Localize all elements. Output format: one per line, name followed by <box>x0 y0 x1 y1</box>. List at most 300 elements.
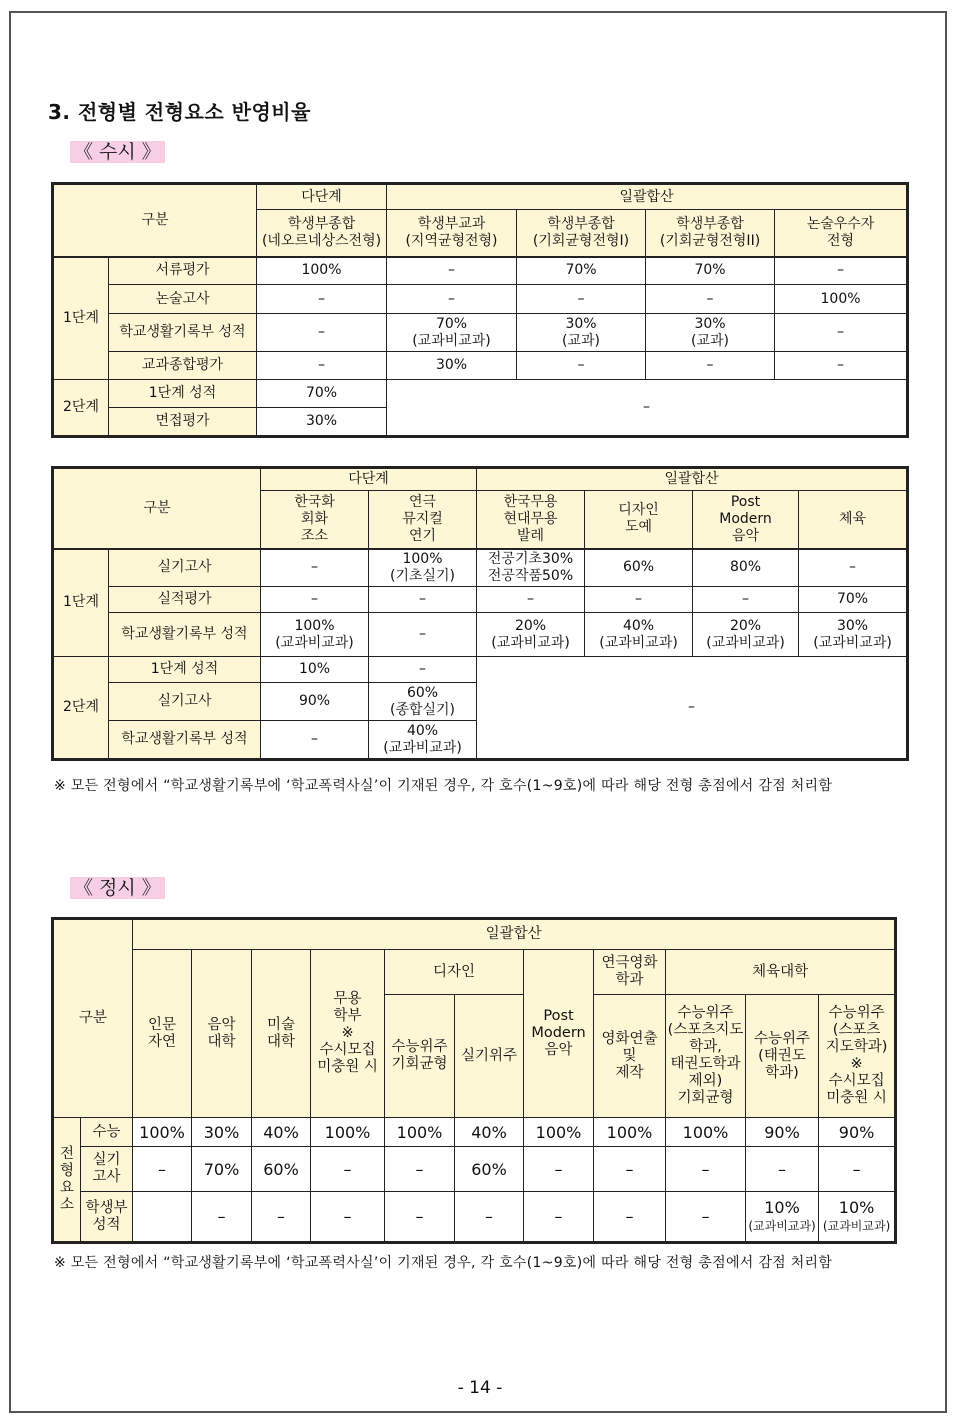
cell-line: 10% <box>298 661 331 677</box>
value-cell <box>646 257 775 285</box>
cell-line: – <box>849 559 857 576</box>
cell-line: 학생부종합 <box>676 215 744 232</box>
table-row <box>54 549 907 587</box>
column-header <box>819 995 895 1118</box>
cell-line: 체육 <box>839 510 867 527</box>
column-header <box>261 491 369 549</box>
design-header: 디자인 <box>385 950 524 995</box>
cell-line: – <box>577 290 585 307</box>
value-cell <box>257 285 387 314</box>
cell-line: 40% <box>622 617 655 634</box>
value-cell <box>261 613 369 657</box>
cell-line: (종합실기) <box>389 701 456 718</box>
value-cell <box>819 1118 895 1147</box>
cell-line: 전형 <box>826 232 855 249</box>
cell-line: 70% <box>435 315 468 332</box>
table-row <box>54 285 907 314</box>
value-cell <box>192 1192 252 1242</box>
row-label: 1단계 성적 <box>109 380 257 408</box>
row-label: 실기고사 <box>109 549 261 587</box>
cell-line: 수능위주 <box>391 1039 448 1055</box>
multi-stage-header: 다단계 <box>257 185 387 210</box>
cell-line: (교과비교과) <box>813 634 892 651</box>
cell-line: – <box>852 1159 861 1179</box>
value-cell <box>133 1192 192 1242</box>
table-row <box>54 613 907 657</box>
cell-line: 실기위주 <box>461 1047 518 1064</box>
value-cell <box>257 314 387 352</box>
gubun-header: 구분 <box>54 920 133 1118</box>
column-header <box>369 491 477 549</box>
row-label: 교과종합평가 <box>109 352 257 380</box>
cell-line: 학부 <box>333 1008 362 1024</box>
value-cell <box>477 587 585 613</box>
row-label: 서류평가 <box>109 257 257 285</box>
value-cell <box>261 549 369 587</box>
value-cell <box>257 257 387 285</box>
merged-empty-cell: – <box>477 657 907 759</box>
value-cell <box>819 1192 895 1242</box>
cell-line: – <box>343 1207 352 1226</box>
cell-line: 한국무용 <box>503 493 558 510</box>
merged-empty-cell: – <box>387 380 907 436</box>
cell-line: 기회균형 <box>391 1056 448 1072</box>
cell-line: (교과비교과) <box>275 634 354 651</box>
column-header <box>693 491 799 549</box>
cell-line: 자연 <box>148 1033 177 1050</box>
cell-line: 100% <box>301 262 342 279</box>
row-label: 1단계 성적 <box>109 657 261 683</box>
cell-line: 30% <box>565 315 597 332</box>
gubun-header: 구분 <box>54 469 261 549</box>
cell-line: 학생부종합 <box>287 215 356 232</box>
cell-line: – <box>577 357 585 373</box>
value-cell <box>261 657 369 683</box>
value-cell <box>517 285 646 314</box>
cell-line: 100% <box>606 1122 653 1142</box>
value-cell <box>517 257 646 285</box>
value-cell <box>775 314 907 352</box>
cell-line: 제작 <box>615 1064 644 1081</box>
value-cell <box>646 314 775 352</box>
value-cell: 30% <box>257 408 387 436</box>
value-cell <box>775 285 907 314</box>
value-cell <box>524 1192 594 1242</box>
cell-line: 100% <box>535 1122 582 1142</box>
cell-line: 60% <box>406 684 439 701</box>
susi-table-2 <box>53 468 907 759</box>
cell-line: 학생부교과 <box>417 215 486 232</box>
row-label: 학교생활기록부 성적 <box>109 721 261 759</box>
school-violence-note: ※ 모든 전형에서 “학교생활기록부에 ‘학교폭력사실’이 기재된 경우, 각 호수(1~9호)에 따라 해당 전형 총점에서 감점 처리함 <box>54 778 833 794</box>
value-cell <box>666 1118 746 1147</box>
column-header <box>387 210 517 257</box>
cell-line: (기회균형전형I) <box>532 232 630 249</box>
stage-1-label: 1단계 <box>54 257 109 380</box>
value-cell <box>517 314 646 352</box>
row-label: 논술고사 <box>109 285 257 314</box>
value-cell <box>746 1118 819 1147</box>
value-cell <box>257 352 387 380</box>
value-cell <box>261 587 369 613</box>
value-cell <box>693 587 799 613</box>
value-cell <box>252 1118 311 1147</box>
cell-line: 연극영화 <box>601 955 658 971</box>
cell-line: (네오르네상스전형) <box>261 232 382 249</box>
table-row <box>54 1118 895 1147</box>
cell-line: – <box>277 1207 286 1226</box>
column-header <box>257 210 387 257</box>
table-row <box>54 587 907 613</box>
cell-line: 수능위주 <box>677 1005 734 1021</box>
page-heading: 3. 전형별 전형요소 반영비율 <box>48 100 311 124</box>
cell-line: 음악 <box>207 1016 236 1033</box>
school-violence-note-2: ※ 모든 전형에서 “학교생활기록부에 ‘학교폭력사실’이 기재된 경우, 각 호수(1~9호)에 따라 해당 전형 총점에서 감점 처리함 <box>54 1255 833 1271</box>
cell-line: (교과비교과) <box>822 1218 891 1233</box>
cell-line: – <box>318 357 325 373</box>
stage-2-label: 2단계 <box>54 657 109 759</box>
table-row <box>54 257 907 285</box>
cell-line: 및 <box>622 1047 637 1064</box>
column-header <box>455 995 524 1118</box>
value-cell <box>387 257 517 285</box>
value-cell <box>594 1147 666 1192</box>
column-header <box>585 491 693 549</box>
cell-line: 학과, <box>689 1039 722 1055</box>
cell-line: – <box>158 1159 167 1179</box>
value-cell <box>799 587 907 613</box>
cell-line: 실기 <box>92 1152 121 1168</box>
cell-line: 영화연출 <box>601 1030 658 1047</box>
cell-line: – <box>778 1159 787 1179</box>
value-cell <box>455 1118 524 1147</box>
value-cell <box>799 613 907 657</box>
cell-line: 100% <box>139 1122 185 1142</box>
cell-line: ※ <box>341 1025 354 1041</box>
value-cell <box>369 587 477 613</box>
cell-line: 40% <box>471 1122 507 1142</box>
value-cell <box>369 721 477 759</box>
value-cell <box>477 613 585 657</box>
cell-line: (스포츠지도 <box>667 1022 744 1038</box>
table-row <box>54 314 907 352</box>
column-header <box>524 950 594 1118</box>
cell-line: 90% <box>764 1122 800 1142</box>
row-label: 학교생활기록부 성적 <box>109 314 257 352</box>
value-cell <box>746 1147 819 1192</box>
cell-line: – <box>635 591 643 607</box>
value-cell <box>311 1192 385 1242</box>
value-cell: 70% <box>257 380 387 408</box>
value-cell <box>385 1147 455 1192</box>
cell-line: 조소 <box>300 527 329 544</box>
cell-line: – <box>419 626 426 642</box>
row-label: 실기고사 <box>109 683 261 721</box>
table-row <box>54 352 907 380</box>
cell-line: – <box>311 731 318 747</box>
cell-line: 대학 <box>267 1033 296 1050</box>
cell-line: 40% <box>263 1122 299 1142</box>
value-cell <box>693 549 799 587</box>
cell-line: 기회균형 <box>677 1090 734 1106</box>
cell-line: 도예 <box>624 519 653 536</box>
cell-line: 뮤지컬 <box>402 510 443 527</box>
cell-line: 학과) <box>765 1064 799 1081</box>
row-label: 학교생활기록부 성적 <box>109 613 261 657</box>
cell-line: – <box>625 1207 634 1226</box>
cell-line: (교과비교과) <box>748 1218 816 1233</box>
cell-line: 음악 <box>731 527 760 544</box>
column-header <box>594 995 666 1118</box>
column-header <box>746 995 819 1118</box>
cell-line: 태권도학과 <box>670 1056 741 1072</box>
cell-line: – <box>419 661 426 677</box>
value-cell <box>369 613 477 657</box>
value-cell <box>192 1147 252 1192</box>
jeongsi-table <box>53 919 895 1242</box>
cell-line: (지역균형전형) <box>405 232 498 249</box>
cell-line: 형 <box>59 1162 74 1179</box>
cell-line: 발레 <box>516 527 545 544</box>
cell-line: Post <box>543 1008 574 1024</box>
value-cell <box>311 1147 385 1192</box>
stage-2-label: 2단계 <box>54 380 109 436</box>
page-number: - 14 - <box>457 1378 503 1398</box>
cell-line: – <box>485 1207 494 1226</box>
cell-line: 20% <box>514 617 547 634</box>
cell-line: (교과비교과) <box>491 634 570 651</box>
value-cell <box>746 1192 819 1242</box>
cell-line: 미술 <box>267 1016 296 1033</box>
row-label <box>81 1147 133 1192</box>
cell-line: 20% <box>729 617 762 634</box>
cell-line: 80% <box>729 559 762 576</box>
value-cell <box>477 549 585 587</box>
cell-line: 전공작품50% <box>487 567 574 584</box>
value-cell <box>311 1118 385 1147</box>
sports-header: 체육대학 <box>666 950 895 995</box>
cell-line: (교과비교과) <box>383 739 462 756</box>
value-cell <box>666 1192 746 1242</box>
column-header <box>252 950 311 1118</box>
value-cell <box>252 1147 311 1192</box>
cell-line: (교과) <box>691 332 729 349</box>
cell-line: 음악 <box>544 1042 573 1058</box>
row-label: 면접평가 <box>109 408 257 436</box>
side-label <box>54 1118 81 1242</box>
cell-line: Post <box>730 493 761 510</box>
table-row <box>54 380 907 408</box>
cell-line: – <box>554 1159 563 1179</box>
cell-line: – <box>311 559 318 576</box>
cell-line: 70% <box>694 262 726 279</box>
value-cell <box>192 1118 252 1147</box>
row-label <box>81 1118 133 1147</box>
cell-line: 30% <box>203 1122 240 1142</box>
multi-stage-header: 다단계 <box>261 469 477 491</box>
cell-line: 지도학과) <box>825 1039 888 1055</box>
value-cell <box>252 1192 311 1242</box>
column-header <box>775 210 907 257</box>
cell-line: 100% <box>294 617 335 634</box>
cell-line: – <box>318 290 325 307</box>
cell-line: 디자인 <box>618 502 659 519</box>
cell-line: 수능위주 <box>754 1030 811 1047</box>
cell-line: 연극 <box>408 493 437 510</box>
cell-line: 현대무용 <box>503 510 558 527</box>
cell-line: – <box>343 1159 352 1179</box>
value-cell <box>585 613 693 657</box>
cell-line: – <box>415 1207 424 1226</box>
value-cell <box>369 549 477 587</box>
cell-line: 100% <box>396 1122 443 1142</box>
cell-line: 40% <box>406 722 439 739</box>
cell-line: (기회균형전형II) <box>659 232 761 249</box>
value-cell <box>524 1118 594 1147</box>
column-header <box>385 995 455 1118</box>
value-cell <box>594 1118 666 1147</box>
cell-line: (스포츠 <box>832 1022 881 1038</box>
value-cell <box>646 285 775 314</box>
value-cell <box>385 1118 455 1147</box>
table-row <box>54 657 907 683</box>
value-cell <box>387 285 517 314</box>
value-cell <box>693 613 799 657</box>
column-header <box>799 491 907 549</box>
cell-line: 90% <box>298 693 331 709</box>
value-cell <box>261 683 369 721</box>
cell-line: – <box>625 1159 634 1179</box>
susi-table-1 <box>53 184 907 436</box>
cell-line: 연기 <box>408 527 437 544</box>
cell-line: 10% <box>764 1197 800 1217</box>
cell-line: 회화 <box>300 510 329 527</box>
cell-line: 100% <box>682 1122 729 1142</box>
cell-line: 논술우수자 <box>806 215 875 232</box>
gubun-header: 구분 <box>54 185 257 257</box>
cell-line: – <box>318 324 325 340</box>
value-cell <box>385 1192 455 1242</box>
cell-line: 소 <box>59 1196 74 1213</box>
cell-line: 60% <box>263 1159 299 1179</box>
value-cell <box>819 1147 895 1192</box>
cell-line: 미충원 시 <box>826 1090 887 1106</box>
cell-line: 전공기초30% <box>487 550 574 567</box>
row-label <box>81 1192 133 1242</box>
value-cell <box>646 352 775 380</box>
cell-line: 70% <box>836 591 869 607</box>
cell-line: 60% <box>622 559 655 576</box>
column-header <box>666 995 746 1118</box>
section-title-jeongsi: 《 정시 》 <box>66 873 171 900</box>
cell-line: – <box>527 591 535 607</box>
column-header <box>192 950 252 1118</box>
cell-line: 학생부 <box>85 1199 128 1216</box>
value-cell <box>133 1147 192 1192</box>
cell-line: 70% <box>203 1159 240 1179</box>
cell-line: – <box>701 1207 710 1226</box>
cell-line: 30% <box>836 617 869 634</box>
value-cell <box>585 587 693 613</box>
cell-line: 학과 <box>615 972 644 988</box>
value-cell <box>387 352 517 380</box>
cell-line: 인문 <box>148 1016 177 1033</box>
cell-line: – <box>311 591 318 607</box>
cell-line: 대학 <box>207 1033 236 1050</box>
cell-line: (교과비교과) <box>706 634 785 651</box>
cell-line: 제외) <box>688 1073 723 1089</box>
value-cell <box>585 549 693 587</box>
value-cell <box>775 257 907 285</box>
cell-line: 한국화 <box>294 493 335 510</box>
theater-header <box>594 950 666 995</box>
cell-line: 고사 <box>92 1169 121 1185</box>
lump-sum-header: 일괄합산 <box>133 920 895 950</box>
cell-line: 수시모집 <box>828 1073 885 1089</box>
cell-line: 요 <box>59 1179 74 1196</box>
cell-line: 무용 <box>333 991 362 1007</box>
stage-1-label: 1단계 <box>54 549 109 657</box>
cell-line: 미충원 시 <box>317 1059 378 1075</box>
cell-line: 30% <box>694 315 726 332</box>
cell-line: – <box>742 591 750 607</box>
cell-line: – <box>448 262 455 279</box>
cell-line: 수능위주 <box>828 1005 885 1021</box>
value-cell <box>666 1147 746 1192</box>
cell-line: (기초실기) <box>389 567 456 584</box>
cell-line: 90% <box>838 1122 875 1142</box>
cell-line: 성적 <box>92 1216 121 1233</box>
cell-line: 학생부종합 <box>547 215 615 232</box>
cell-line: 60% <box>471 1159 507 1179</box>
cell-line: (교과) <box>562 332 600 349</box>
cell-line: Modern <box>531 1025 586 1041</box>
value-cell <box>775 352 907 380</box>
value-cell <box>369 657 477 683</box>
value-cell <box>517 352 646 380</box>
lump-sum-header: 일괄합산 <box>387 185 907 210</box>
cell-line: 100% <box>402 550 443 567</box>
column-header <box>311 950 385 1118</box>
cell-line: – <box>701 1159 710 1179</box>
value-cell <box>455 1147 524 1192</box>
cell-line: – <box>706 357 714 373</box>
value-cell <box>133 1118 192 1147</box>
cell-line: – <box>837 262 845 279</box>
cell-line: – <box>837 324 845 340</box>
cell-line: Modern <box>719 510 772 527</box>
value-cell <box>799 549 907 587</box>
cell-line: 70% <box>565 262 597 279</box>
section-title-susi: 《 수시 》 <box>66 137 171 164</box>
cell-line: – <box>415 1159 424 1179</box>
cell-line: – <box>554 1207 563 1226</box>
cell-line: – <box>217 1207 226 1226</box>
column-header <box>517 210 646 257</box>
column-header <box>133 950 192 1118</box>
value-cell <box>387 314 517 352</box>
row-label: 실적평가 <box>109 587 261 613</box>
cell-line: – <box>706 290 714 307</box>
cell-line: (태권도 <box>758 1047 806 1064</box>
cell-line: ※ <box>850 1056 863 1072</box>
value-cell <box>594 1192 666 1242</box>
value-cell <box>455 1192 524 1242</box>
value-cell <box>261 721 369 759</box>
cell-line: – <box>419 591 426 607</box>
column-header <box>646 210 775 257</box>
cell-line: 100% <box>820 290 861 307</box>
